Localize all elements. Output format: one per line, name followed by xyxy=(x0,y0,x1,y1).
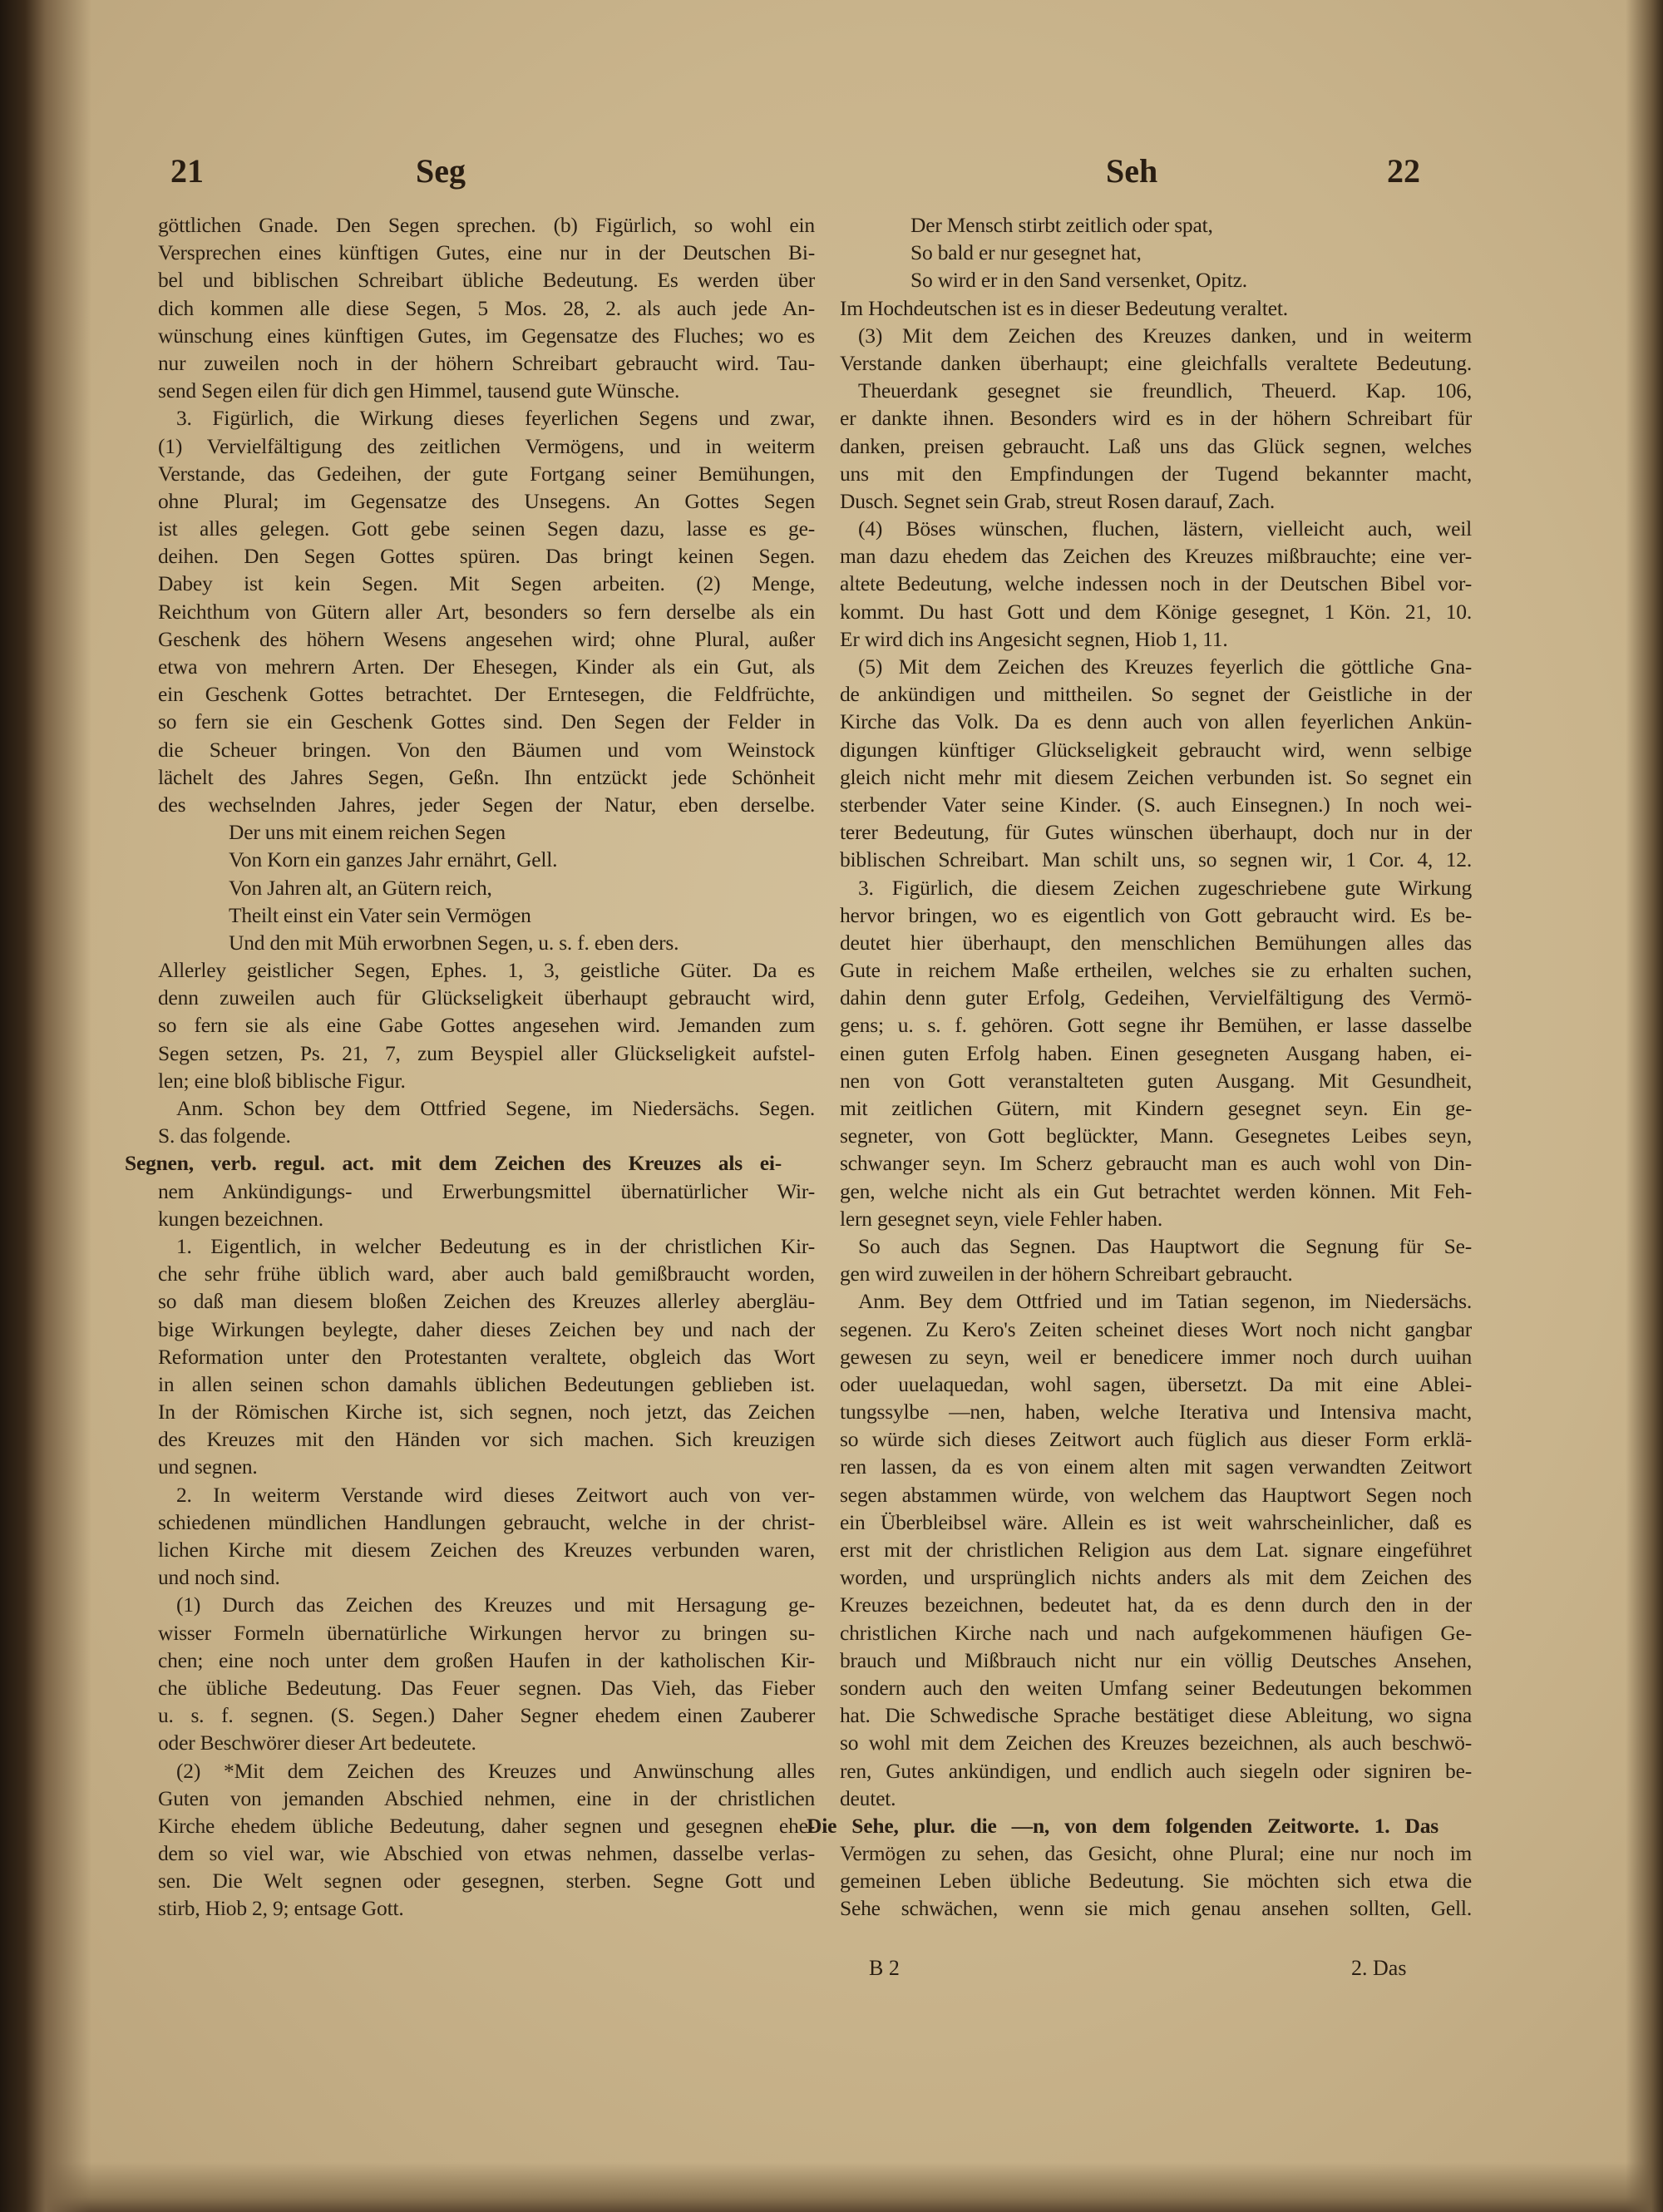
text-line: christlichen Kirche nach und nach aufgekommenen häufigen Ge- xyxy=(840,1620,1472,1645)
left-text-column xyxy=(125,211,815,1923)
text-line: Kreuzes bezeichnen, bedeutet hat, da es denn durch den in der xyxy=(840,1592,1472,1617)
text-line: Guten von jemanden Abschied nehmen, eine in der christlichen xyxy=(158,1785,815,1810)
text-line: Dabey ist kein Segen. Mit Segen arbeiten. (2) Menge, xyxy=(158,571,815,596)
text-line: Gute in reichem Maße ertheilen, welches sie zu erhalten suchen, xyxy=(840,958,1472,983)
text-line: man dazu ehedem das Zeichen des Kreuzes mißbrauchte; eine ver- xyxy=(840,544,1472,569)
text-line: Der Mensch stirbt zeitlich oder spat, xyxy=(910,213,1213,237)
text-line: so würde sich dieses Zeitwort auch füglich aus dieser Form erklä- xyxy=(840,1427,1472,1452)
text-line: Reformation unter den Protestanten veraltete, obgleich das Wort xyxy=(158,1344,815,1369)
text-line: hat. Die Schwedische Sprache bestätiget diese Ableitung, wo signa xyxy=(840,1703,1472,1728)
text-line: hervor bringen, wo es eigentlich von Gott gebraucht wird. Es be- xyxy=(840,902,1472,927)
text-line: (5) Mit dem Zeichen des Kreuzes feyerlich die göttliche Gna- xyxy=(858,654,1472,679)
text-line: schwanger seyn. Im Scherz gebraucht man es auch wohl von Din- xyxy=(840,1151,1472,1176)
text-line: send Segen eilen für dich gen Himmel, tausend gute Wünsche. xyxy=(158,378,680,403)
text-line: segen abstammen würde, von welchem das Hauptwort Segen noch xyxy=(840,1482,1472,1507)
text-line: uns mit den Empfindungen der Tugend bekannter macht, xyxy=(840,461,1472,486)
text-line: Er wird dich ins Angesicht segnen, Hiob 1, 11. xyxy=(840,626,1228,651)
text-line: altete Bedeutung, welche indessen noch in der Deutschen Bibel vor- xyxy=(840,571,1472,596)
text-line: Segen setzen, Ps. 21, 7, zum Beyspiel aller Glückseligkeit aufstel- xyxy=(158,1040,815,1065)
text-line: ein Überbleibsel wäre. Allein es ist weit wahrscheinlicher, daß es xyxy=(840,1509,1472,1534)
text-line: che übliche Bedeutung. Das Feuer segnen. Das Vieh, das Fieber xyxy=(158,1675,815,1700)
text-line: dich kommen alle diese Segen, 5 Mos. 28, 2. als auch jede An- xyxy=(158,295,815,320)
text-line: Im Hochdeutschen ist es in dieser Bedeutung veraltet. xyxy=(840,295,1288,320)
text-line: 3. Figürlich, die diesem Zeichen zugeschriebene gute Wirkung xyxy=(858,875,1472,900)
text-line: len; eine bloß biblische Figur. xyxy=(158,1068,406,1093)
text-line: Reichthum von Gütern aller Art, besonders so fern derselbe als ein xyxy=(158,599,815,624)
right-page-number: 22 xyxy=(1387,152,1420,190)
text-line: u. s. f. segnen. (S. Segen.) Daher Segner ehedem einen Zauberer xyxy=(158,1703,815,1728)
text-line: Allerley geistlicher Segen, Ephes. 1, 3, geistliche Güter. Da es xyxy=(158,958,815,983)
text-line: Kirche das Volk. Da es denn auch von allen feyerlichen Ankün- xyxy=(840,709,1472,734)
text-line: che sehr frühe üblich ward, aber auch bald gemißbraucht worden, xyxy=(158,1262,815,1286)
text-line: Sehe schwächen, wenn sie mich genau ansehen sollten, Gell. xyxy=(840,1896,1472,1921)
text-line: segneter, von Gott beglückter, Mann. Gesegnetes Leibes seyn, xyxy=(840,1123,1472,1148)
text-line: segenen. Zu Kero's Zeiten scheinet dieses Wort noch nicht gangbar xyxy=(840,1316,1472,1341)
text-line: in allen seinen schon damahls üblichen Bedeutungen geblieben ist. xyxy=(158,1371,815,1396)
text-line: gens; u. s. f. gehören. Gott segne ihr Bemühen, er lasse dasselbe xyxy=(840,1013,1472,1038)
text-line: so daß man diesem bloßen Zeichen des Kreuzes allerley abergläu- xyxy=(158,1289,815,1314)
text-line: kungen bezeichnen. xyxy=(158,1206,323,1231)
text-line: Der uns mit einem reichen Segen xyxy=(229,820,506,845)
catchword: 2. Das xyxy=(1351,1956,1407,1980)
text-line: ren lassen, da es von einem alten mit sagen verwandten Zeitwort xyxy=(840,1454,1472,1479)
text-line: deutet. xyxy=(840,1785,896,1810)
text-line: deihen. Den Segen Gottes spüren. Das bringt keinen Segen. xyxy=(158,544,815,569)
text-line: terer Bedeutung, für Gutes wünschen überhaupt, doch nur in der xyxy=(840,820,1472,845)
text-line: digungen künftiger Glückseligkeit gebraucht wird, wenn selbige xyxy=(840,737,1472,762)
text-line: schiedenen mündlichen Handlungen gebraucht, welche in der christ- xyxy=(158,1509,815,1534)
text-line: er dankte ihnen. Besonders wird es in der höhern Schreibart für xyxy=(840,406,1472,431)
text-line: Theilt einst ein Vater sein Vermögen xyxy=(229,902,531,927)
text-line: oder Beschwörer dieser Art bedeutete. xyxy=(158,1731,476,1755)
text-line: de ankündigen und mittheilen. So segnet der Geistliche in der xyxy=(840,682,1472,707)
text-line: erst mit der christlichen Religion aus dem Lat. signare eingeführet xyxy=(840,1538,1472,1562)
text-line: lern gesegnet seyn, viele Fehler haben. xyxy=(840,1206,1163,1231)
text-line: (1) Durch das Zeichen des Kreuzes und mit Hersagung ge- xyxy=(176,1592,815,1617)
text-line: 2. In weiterm Verstande wird dieses Zeitwort auch von ver- xyxy=(176,1482,815,1507)
text-line: So bald er nur gesegnet hat, xyxy=(910,240,1142,265)
text-line: So wird er in den Sand versenket, Opitz. xyxy=(910,268,1247,293)
text-line: 1. Eigentlich, in welcher Bedeutung es in der christlichen Kir- xyxy=(176,1233,815,1258)
text-line: (1) Vervielfältigung des zeitlichen Vermögens, und in weiterm xyxy=(158,433,815,458)
right-text-column xyxy=(807,211,1472,1923)
signature-mark: B 2 xyxy=(869,1956,900,1980)
right-running-head: Seh xyxy=(1106,152,1158,190)
text-line: so fern sie als eine Gabe Gottes angesehen wird. Jemanden zum xyxy=(158,1013,815,1038)
text-line: so fern sie ein Geschenk Gottes sind. Den Segen der Felder in xyxy=(158,709,815,734)
text-line: so wohl mit dem Zeichen des Kreuzes bezeichnen, als auch beschwö- xyxy=(840,1731,1472,1755)
text-line: bel und biblischen Schreibart übliche Bedeutung. Es werden über xyxy=(158,268,815,293)
text-line: gemeinen Leben übliche Bedeutung. Sie möchten sich etwa die xyxy=(840,1869,1472,1894)
text-line: nen von Gott veranstalteten guten Ausgang. Mit Gesundheit, xyxy=(840,1068,1472,1093)
text-line: Vermögen zu sehen, das Gesicht, ohne Plural; eine nur noch im xyxy=(840,1841,1472,1866)
text-line: nem Ankündigungs- und Erwerbungsmittel übernatürlicher Wir- xyxy=(158,1178,815,1203)
text-line: des wechselnden Jahres, jeder Segen der Natur, eben derselbe. xyxy=(158,792,815,817)
text-line: biblischen Schreibart. Man schilt uns, so segnen wir, 1 Cor. 4, 12. xyxy=(840,847,1472,872)
text-line: chen; eine noch unter dem großen Haufen in der katholischen Kir- xyxy=(158,1647,815,1672)
text-line: dem so viel war, wie Abschied von etwas nehmen, dasselbe verlas- xyxy=(158,1841,815,1866)
text-line: gen wird zuweilen in der höhern Schreibart gebraucht. xyxy=(840,1262,1293,1286)
text-line: sondern auch den weiten Umfang seiner Bedeutungen bekommen xyxy=(840,1675,1472,1700)
text-line: sterbender Vater seine Kinder. (S. auch Einsegnen.) In noch wei- xyxy=(840,792,1472,817)
left-running-head: Seg xyxy=(416,152,466,190)
text-line: ein Geschenk Gottes betrachtet. Der Erntesegen, die Feldfrüchte, xyxy=(158,682,815,707)
left-page-number: 21 xyxy=(170,152,204,190)
text-line: Versprechen eines künftigen Gutes, eine nur in der Deutschen Bi- xyxy=(158,240,815,265)
text-line: ist alles gelegen. Gott gebe seinen Segen dazu, lasse es ge- xyxy=(158,516,815,541)
text-line: Die Sehe, plur. die —n, von dem folgenden Zeitworte. 1. Das xyxy=(807,1813,1438,1838)
text-line: worden, und ursprünglich nichts anders als mit dem Zeichen des xyxy=(840,1565,1472,1590)
text-line: oder uuelaquedan, wohl sagen, übersetzt. Da mit eine Ablei- xyxy=(840,1371,1472,1396)
text-line: sen. Die Welt segnen oder gesegnen, sterben. Segne Gott und xyxy=(158,1869,815,1894)
text-line: ohne Plural; im Gegensatze des Unsegens. An Gottes Segen xyxy=(158,488,815,513)
text-line: Theuerdank gesegnet sie freundlich, Theuerd. Kap. 106, xyxy=(858,378,1472,403)
text-line: Anm. Bey dem Ottfried und im Tatian segenon, im Niedersächs. xyxy=(858,1289,1472,1314)
text-line: nur zuweilen noch in der höhern Schreibart gebraucht wird. Tau- xyxy=(158,350,815,375)
text-line: So auch das Segnen. Das Hauptwort die Segnung für Se- xyxy=(858,1233,1472,1258)
text-line: Kirche ehedem übliche Bedeutung, daher segnen und gesegnen ehe- xyxy=(158,1813,815,1838)
text-line: lächelt des Jahres Segen, Geßn. Ihn entzückt jede Schönheit xyxy=(158,764,815,789)
text-line: denn zuweilen auch für Glückseligkeit überhaupt gebraucht wird, xyxy=(158,985,815,1010)
text-line: In der Römischen Kirche ist, sich segnen, noch jetzt, das Zeichen xyxy=(158,1400,815,1424)
text-line: Von Korn ein ganzes Jahr ernährt, Gell. xyxy=(229,847,558,872)
text-line: und noch sind. xyxy=(158,1565,280,1590)
text-line: Verstande, das Gedeihen, der gute Fortgang seiner Bemühungen, xyxy=(158,461,815,486)
text-line: Und den mit Müh erworbnen Segen, u. s. f. eben ders. xyxy=(229,930,679,955)
text-line: gleich nicht mehr mit diesem Zeichen verbunden ist. So segnet ein xyxy=(840,764,1472,789)
text-line: gen, welche nicht als ein Gut betrachtet werden können. Mit Feh- xyxy=(840,1178,1472,1203)
text-line: Dusch. Segnet sein Grab, streut Rosen darauf, Zach. xyxy=(840,488,1276,513)
text-line: wünschung eines künftigen Gutes, im Gegensatze des Fluches; wo es xyxy=(158,323,815,348)
text-line: wisser Formeln übernatürliche Wirkungen hervor zu bringen su- xyxy=(158,1620,815,1645)
text-line: bige Wirkungen beylegte, daher dieses Zeichen bey und nach der xyxy=(158,1316,815,1341)
text-line: dahin denn guter Erfolg, Gedeihen, Vervielfältigung des Vermö- xyxy=(840,985,1472,1010)
text-line: Verstande danken überhaupt; eine gleichfalls veraltete Bedeutung. xyxy=(840,350,1472,375)
text-line: und segnen. xyxy=(158,1454,258,1479)
text-line: Anm. Schon bey dem Ottfried Segene, im Niedersächs. Segen. xyxy=(176,1096,815,1120)
text-line: (3) Mit dem Zeichen des Kreuzes danken, und in weiterm xyxy=(858,323,1472,348)
text-line: S. das folgende. xyxy=(158,1123,291,1148)
text-line: 3. Figürlich, die Wirkung dieses feyerlichen Segens und zwar, xyxy=(176,406,815,431)
text-line: göttlichen Gnade. Den Segen sprechen. (b) Figürlich, so wohl ein xyxy=(158,213,815,237)
text-line: des Kreuzes mit den Händen vor sich machen. Sich kreuzigen xyxy=(158,1427,815,1452)
text-line: die Scheuer bringen. Von den Bäumen und vom Weinstock xyxy=(158,737,815,762)
text-line: deutet hier überhaupt, den menschlichen Bemühungen alles das xyxy=(840,930,1472,955)
text-line: Von Jahren alt, an Gütern reich, xyxy=(229,875,492,900)
text-line: etwa von mehrern Arten. Der Ehesegen, Kinder als ein Gut, als xyxy=(158,654,815,679)
text-line: tungssylbe —nen, haben, welche Iterativa und Intensiva macht, xyxy=(840,1400,1472,1424)
text-line: gewesen zu seyn, weil er benedicere immer noch durch uuihan xyxy=(840,1344,1472,1369)
text-line: ren, Gutes ankündigen, und endlich auch siegeln oder signiren be- xyxy=(840,1758,1472,1783)
text-line: (4) Böses wünschen, fluchen, lästern, vielleicht auch, weil xyxy=(858,516,1472,541)
text-line: Segnen, verb. regul. act. mit dem Zeichen des Kreuzes als ei- xyxy=(125,1151,782,1176)
text-line: mit zeitlichen Gütern, mit Kindern gesegnet seyn. Ein ge- xyxy=(840,1096,1472,1120)
text-line: Geschenk des höhern Wesens angesehen wird; ohne Plural, außer xyxy=(158,626,815,651)
text-line: stirb, Hiob 2, 9; entsage Gott. xyxy=(158,1896,404,1921)
text-line: danken, preisen gebraucht. Laß uns das Glück segnen, welches xyxy=(840,433,1472,458)
text-line: brauch und Mißbrauch nicht nur ein völlig Deutsches Ansehen, xyxy=(840,1647,1472,1672)
text-line: kommt. Du hast Gott und dem Könige gesegnet, 1 Kön. 21, 10. xyxy=(840,599,1472,624)
text-line: einen guten Erfolg haben. Einen gesegneten Ausgang haben, ei- xyxy=(840,1040,1472,1065)
text-line: lichen Kirche mit diesem Zeichen des Kreuzes verbunden waren, xyxy=(158,1538,815,1562)
text-line: (2) *Mit dem Zeichen des Kreuzes und Anwünschung alles xyxy=(176,1758,815,1783)
